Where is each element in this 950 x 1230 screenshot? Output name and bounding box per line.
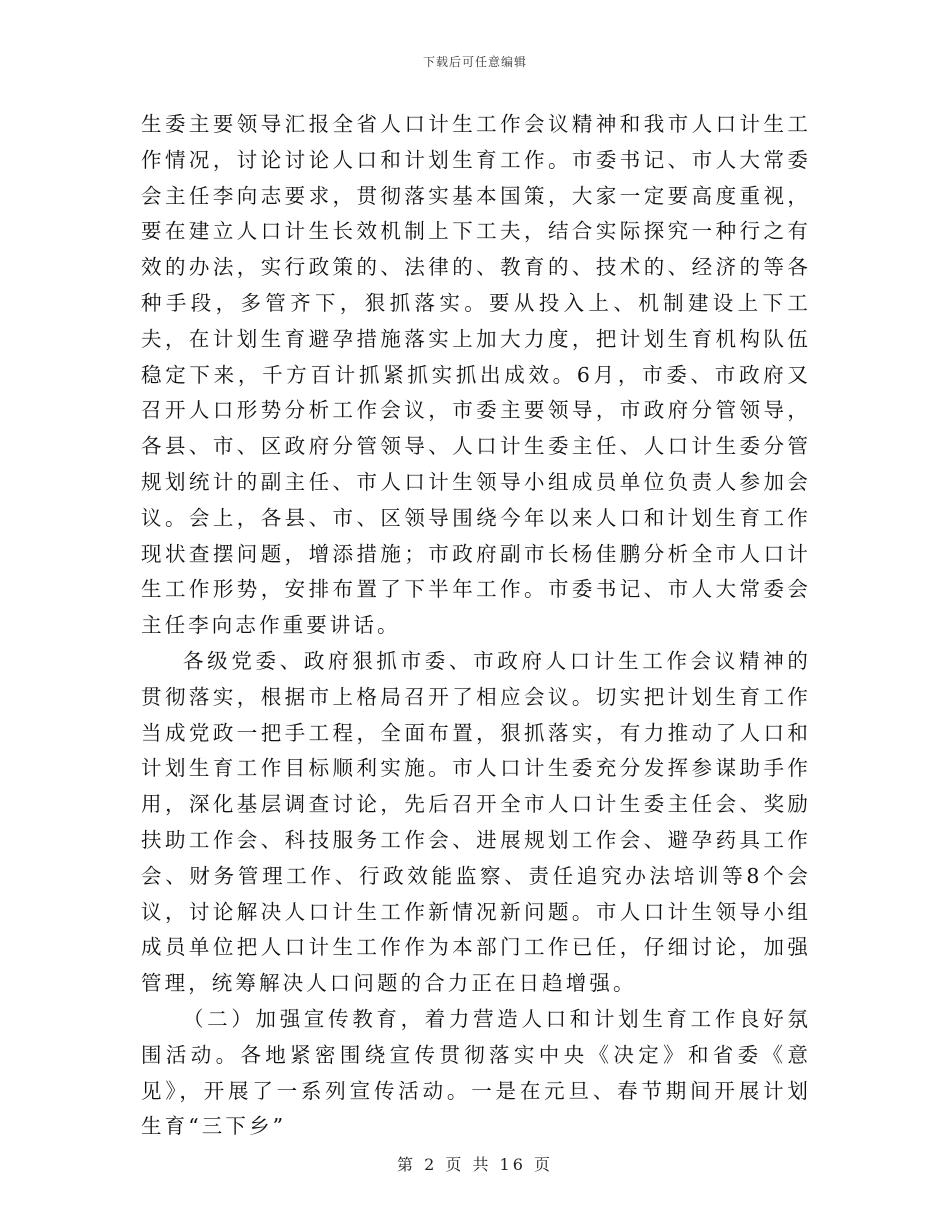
page-header: 下载后可任意编辑	[422, 55, 527, 69]
paragraph-3: （二）加强宣传教育，着力营造人口和计划生育工作良好氛围活动。各地紧密围绕宣传贯彻落实中央《决定》和省委《意见》，开展了一系列宣传活动。一是在元旦、春节期间开展计划生育“三下乡”	[141, 1006, 811, 1139]
paragraph-2: 各级党委、政府狠抓市委、市政府人口计生工作会议精神的贯彻落实，根据市上格局召开了相应会议。切实把计划生育工作当成党政一把手工程，全面布置，狠抓落实，有力推动了人口和计划生育工作目标顺利实施。市人口计生委充分发挥参谋助手作用，深化基层调查讨论，先后召开全市人口计生委主任会、奖励扶助工作会、科技服务工作会、进展规划工作会、避孕药具工作会、财务管理工作、行政效能监察、责任追究办法培训等8个会议，讨论解决人口计生工作新情况新问题。市人口计生领导小组成员单位把人口计生工作作为本部门工作已任，仔细讨论，加强管理，统筹解决人口问题的合力正在日趋增强。	[141, 648, 811, 996]
paragraph-1: 生委主要领导汇报全省人口计生工作会议精神和我市人口计生工作情况，讨论讨论人口和计划生育工作。市委书记、市人大常委会主任李向志要求，贯彻落实基本国策，大家一定要高度重视，要在建立人口计生长效机制上下工夫，结合实际探究一种行之有效的办法，实行政策的、法律的、教育的、技术的、经济的等各种手段，多管齐下，狠抓落实。要从投入上、机制建设上下工夫，在计划生育避孕措施落实上加大力度，把计划生育机构队伍稳定下来，千方百计抓紧抓实抓出成效。6月，市委、市政府又召开人口形势分析工作会议，市委主要领导，市政府分管领导，各县、市、区政府分管领导、人口计生委主任、人口计生委分管规划统计的副主任、市人口计生领导小组成员单位负责人参加会议。会上，各县、市、区领导围绕今年以来人口和计划生育工作现状查摆问题，增添措施；市政府副市长杨佳鹏分析全市人口计生工作形势，安排布置了下半年工作。市委书记、市人大常委会主任李向志作重要讲话。	[141, 112, 811, 638]
page-number-footer: 第 2 页 共 16 页	[397, 1155, 553, 1174]
document-body	[141, 107, 811, 1145]
